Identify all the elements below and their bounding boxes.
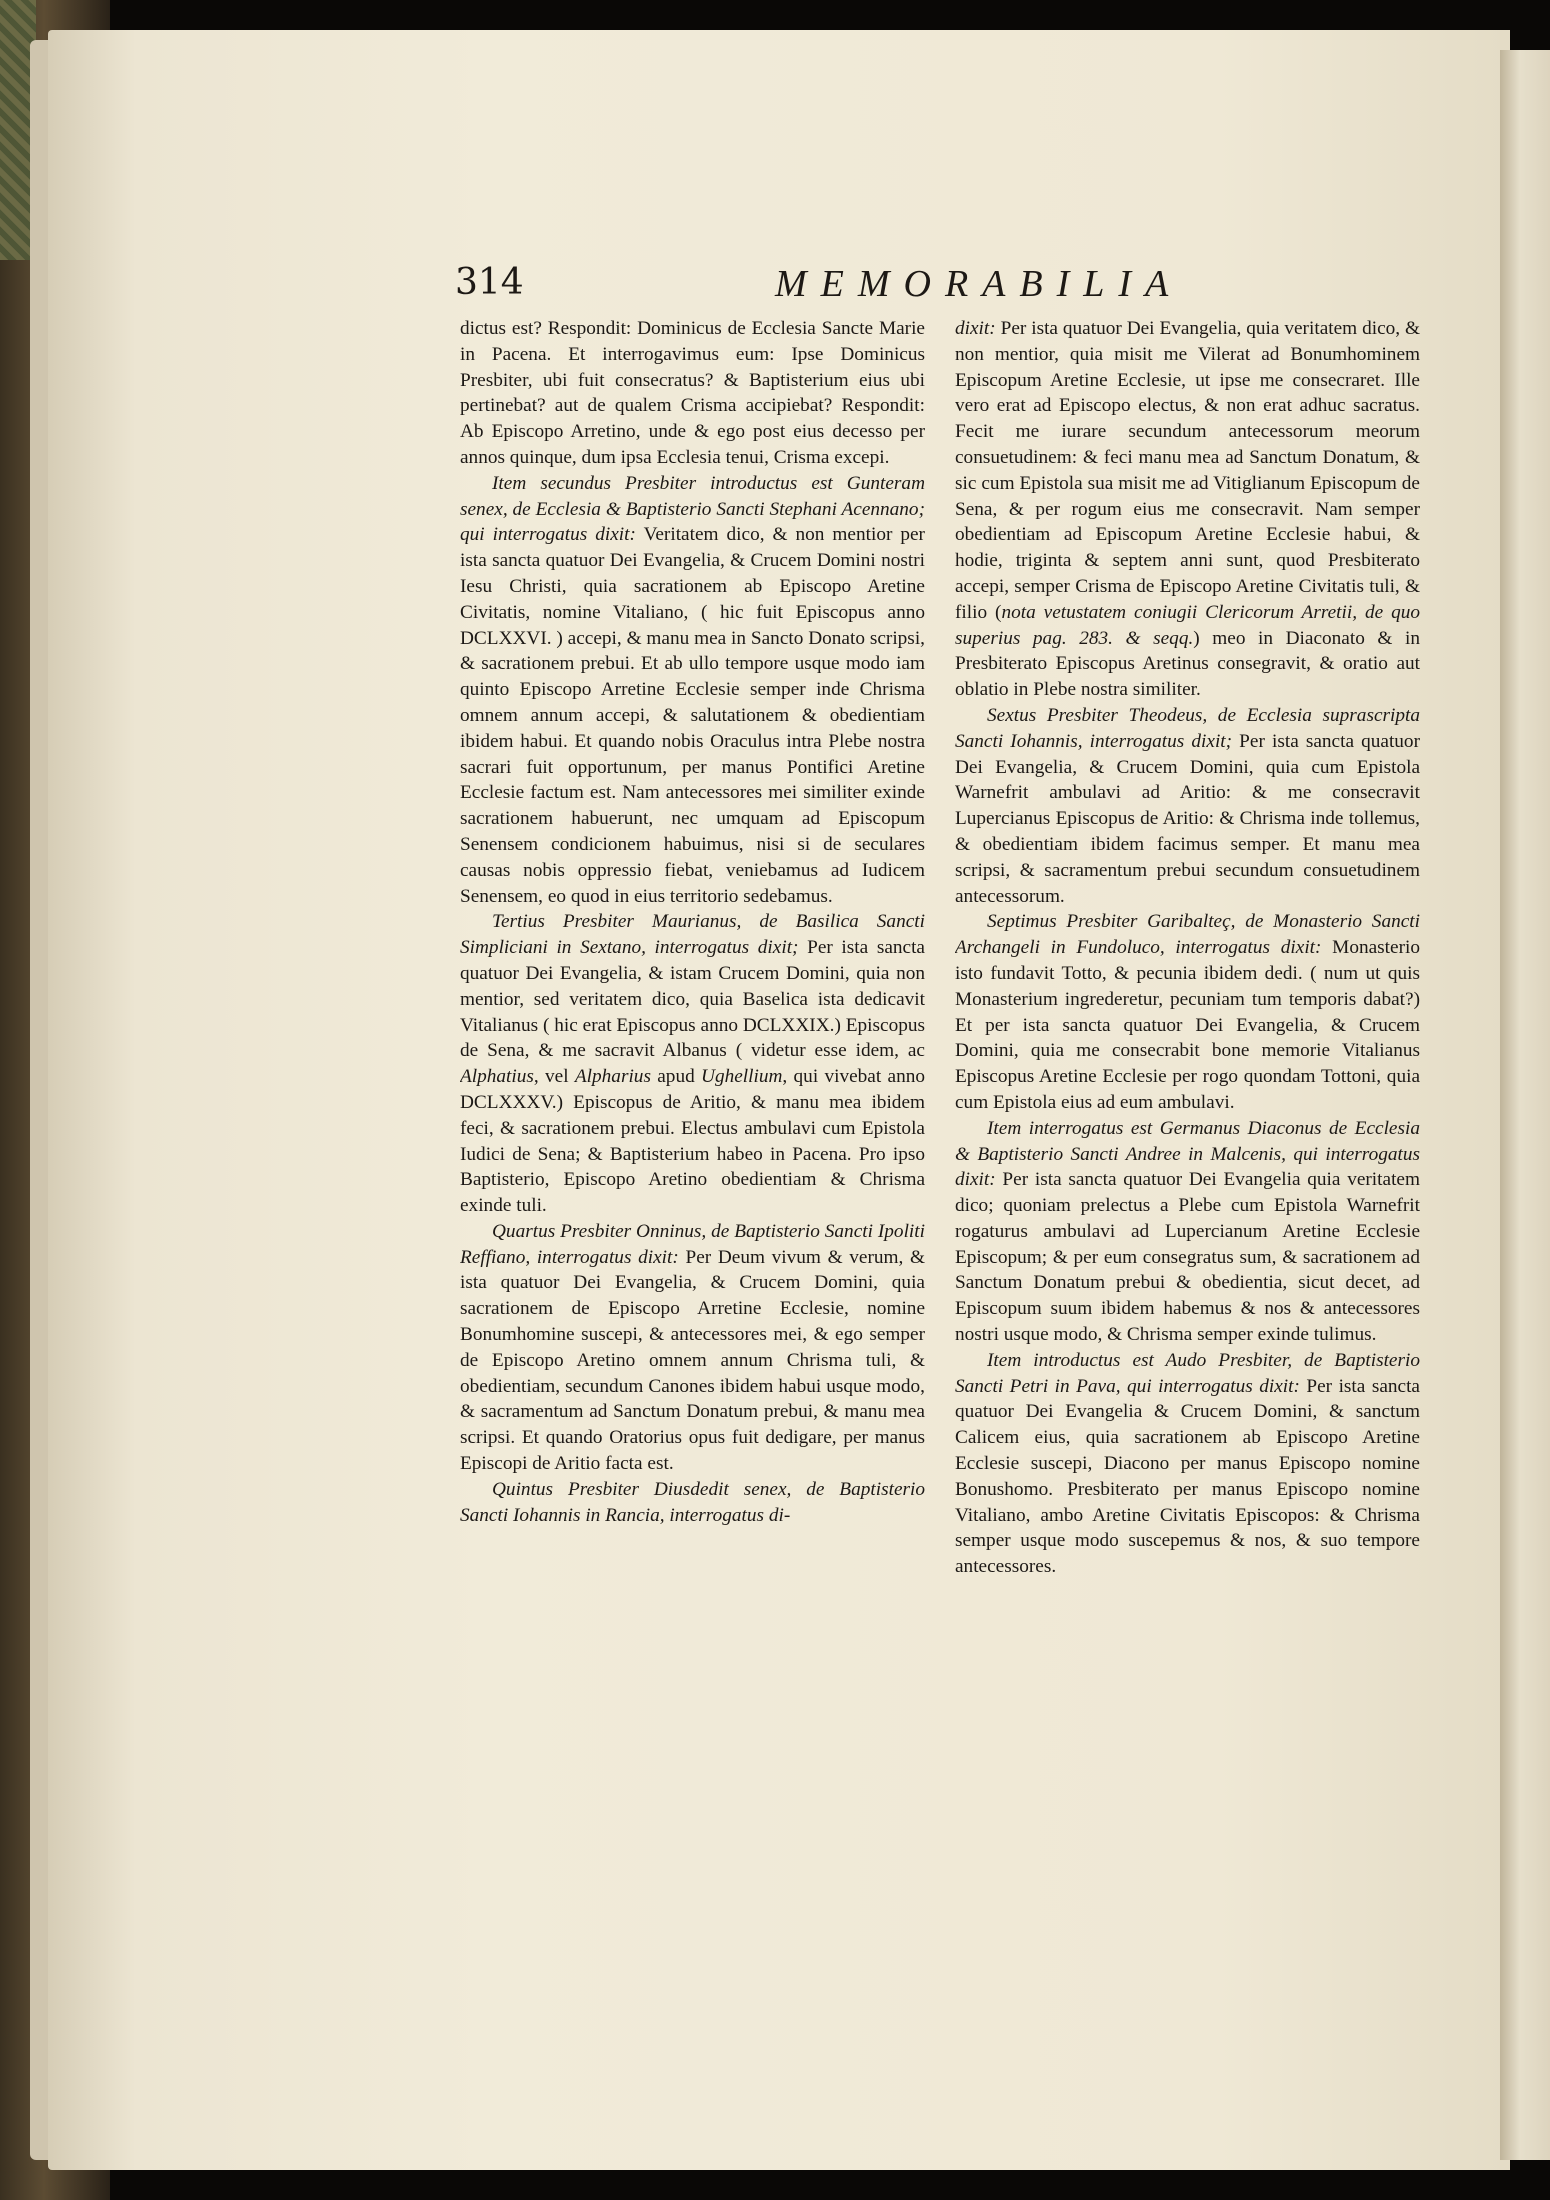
paragraph-italic: Ughellium [701,1066,783,1088]
page-number: 314 [455,262,524,303]
paragraph-intro: Item interrogatus est Germanus Diaconus de Ecclesia & Baptisterio Sancti Andree in Malcenis, qui interrogatus dixit: [955,1117,1420,1191]
paragraph-text: dictus est? Respondit: Dominicus de Ecclesia Sancte Marie in Pacena. Et interrogavimus eum: Ipse Dominicus Presbiter, ubi fuit consecratus? & Baptisterium eius ubi pertinebat? aut de qualem Crisma accipiebat? Respondit: Ab Episcopo Arretino, unde & ego post eius decesso per annos quinque, dum ipsa Ecclesia tenui, Crisma excepi. [460,318,925,468]
paragraph [460,909,925,1219]
paragraph-intro: Quintus Presbiter Diusdedit senex, de Baptisterio Sancti Iohannis in Rancia, interrogatus di- [460,1478,925,1526]
paragraph-intro: Sextus Presbiter Theodeus, de Ecclesia suprascripta Sancti Iohannis, interrogatus dixit; [955,704,1420,752]
paragraph-text: , qui vivebat anno DCLXXXV.) Episcopus de Aritio, & manu mea ibidem feci, & sacrationem prebui. Electus ambulavi cum Epistola Iudici de Sena; & Baptisterium habeo in Pacena. Pro ipso Baptisterio, Episcopo Aretino obedientiam & Chrisma exinde tuli. [460,1066,925,1217]
paragraph [460,1219,925,1477]
paragraph [955,909,1420,1115]
paragraph-intro: Septimus Presbiter Garibalteç, de Monasterio Sancti Archangeli in Fundoluco, interrogatus dixit: [955,911,1420,959]
paragraph [955,316,1420,703]
running-title: MEMORABILIA [775,263,1183,305]
paragraph-text: Per ista quatuor Dei Evangelia, quia veritatem dico, & non mentior, quia misit me Vilerat ad Bonumhominem Episcopum Aretine Ecclesie, ut ipse me consecraret. Ille vero erat ad Episcopo electus, & non erat adhuc sacratus. Fecit me iurare secundum antecessorum meorum consuetudinem: & feci manu mea ad Sanctum Donatum, & sic cum Epistola sua misit me ad Vitiglianum Episcopum de Sena, & per rogum eius me consecravit. Nam semper obedientiam ad Episcopum Aretine Ecclesie habui, & hodie, triginta & septem anni sunt, quod Presbiterato accepi, semper Crisma de Episcopo Aretine Civitatis tuli, & filio ( [955,318,1420,623]
paragraph [460,316,925,471]
paragraph-intro: Item secundus Presbiter introductus est Gunteram senex, de Ecclesia & Baptisterio Sancti Stephani Acennano; qui interrogatus dixit: [460,472,925,546]
paragraph-text: Per ista sancta quatuor Dei Evangelia quia veritatem dico; quoniam prelectus a Plebe cum Epistola Warnefrit rogaturus ambulavi ad Lupercianum Aretine Ecclesie Episcopum; & per eum consegratus sum, & sacrationem ad Sanctum Donatum prebui & obedientia, sicut decet, ad Episcopum suum ibidem habemus & nos & antecessores nostri usque modo, & Chrisma semper exinde tulimus. [955,1169,1420,1346]
paragraph [955,1348,1420,1580]
paragraph-text: Per ista sancta quatuor Dei Evangelia, & istam Crucem Domini, quia non mentior, sed veritatem dico, quia Baselica ista dedicavit Vitalianus ( hic erat Episcopus anno DCLXXIX.) Episcopus de Sena, & me sacravit Albanus ( videtur esse idem, ac [460,937,925,1062]
right-column [955,316,1420,1816]
paragraph-text: Per ista sancta quatuor Dei Evangelia, & Crucem Domini, quia cum Epistola Warnefrit ambulavi ad Aritio: & me consecravit Lupercianus Episcopus de Aritio: & Chrisma inde tollemus, & obedientiam ibidem facimus semper. Et manu mea scripsi, & sacramentum prebui secundum consuetudinem antecessorum. [955,730,1420,907]
paragraph-intro: Quartus Presbiter Onninus, de Baptisterio Sancti Ipoliti Reffiano, interrogatus dixit: [460,1220,925,1268]
page-header [455,262,1185,312]
paragraph-intro: Item introductus est Audo Presbiter, de Baptisterio Sancti Petri in Pava, qui interrogatus dixit: [955,1349,1420,1397]
paragraph-text: , vel [533,1066,575,1088]
paragraph [955,1116,1420,1348]
paragraph-text: apud [650,1066,702,1088]
facing-page-edge [1500,50,1550,2160]
paragraph-intro: Tertius Presbiter Maurianus, de Basilica Sancti Simpliciani in Sextano, interrogatus dixit; [460,911,925,959]
paragraph-intro: dixit: [955,318,996,339]
editorial-note: nota vetustatem coniugii Clericorum Arretii, de quo superius pag. 283. & seqq. [955,601,1420,649]
paragraph [955,703,1420,909]
paragraph-text: Monasterio isto fundavit Totto, & pecunia ibidem dedi. ( num ut quis Monasterium ingrederetur, pecuniam tum temporis dabat?) Et per ista sancta quatuor Dei Evangelia, & Crucem Domini, quia me consecrabit bone memorie Vitalianus Episcopus Aretine Ecclesie per rogo quondam Tottoni, quia cum Epistola eius ad eum ambulavi. [955,937,1420,1113]
paragraph-italic: Alpharius [574,1066,651,1088]
paragraph-text: ) meo in Diaconato & in Presbiterato Episcopus Aretinus consegravit, & oratio aut oblatio in Plebe nostra similiter. [955,627,1420,701]
paragraph [460,1477,925,1529]
left-column [460,316,925,1816]
paragraph-text: Veritatem dico, & non mentior per ista sancta quatuor Dei Evangelia, & Crucem Domini nostri Iesu Christi, quia sacrationem ab Episcopo Aretine Civitatis, nomine Vitaliano, ( hic fuit Episcopus anno DCLXXVI. ) accepi, & manu mea in Sancto Donato scripsi, & sacrationem prebui. Et ab ullo tempore usque modo iam quinto Episcopo Arretine Ecclesie semper inde Chrisma omnem annum accepi, & salutationem & obedientiam ibidem habui. Et quando nobis Oraculus intra Plebe nostra sacrari fuit opportunum, per manus Pontifici Aretine Ecclesie factum est. Nam antecessores mei similiter exinde sacrationem habuerunt, nec umquam ad Episcopum Senensem condicionem habuimus, nisi si de seculares causas nobis oppressio fiebat, veniebamus ad Iudicem Senensem, eo quod in eius territorio sedebamus. [460,524,925,907]
paragraph-italic: Alphatius [460,1066,534,1088]
paragraph-text: Per Deum vivum & verum, & ista quatuor Dei Evangelia, & Crucem Domini, quia sacrationem de Episcopo Arretine Ecclesie, nomine Bonumhomine suscepi, & antecessores mei, & ego semper de Episcopo Aretino omnem annum Chrisma tuli, & obedientiam, secundum Canones ibidem habui usque modo, & sacramentum ad Sanctum Donatum prebui, & manu mea scripsi. Et quando Oratorius opus fuit dedigare, per manus Episcopi de Aritio facta est. [460,1246,925,1475]
paragraph-text: Per ista sancta quatuor Dei Evangelia & Crucem Domini, & sanctum Calicem eius, quia sacrationem ab Episcopo Aretine Ecclesie suscepi, Diacono per manus Episcopo nomine Bonushomo. Presbiterato per manus Episcopo nomine Vitaliano, ambo Aretine Civitatis Episcopos: & Chrisma semper usque modo suscepemus & nos, & suo tempore antecessores. [955,1375,1420,1578]
paragraph [460,471,925,910]
